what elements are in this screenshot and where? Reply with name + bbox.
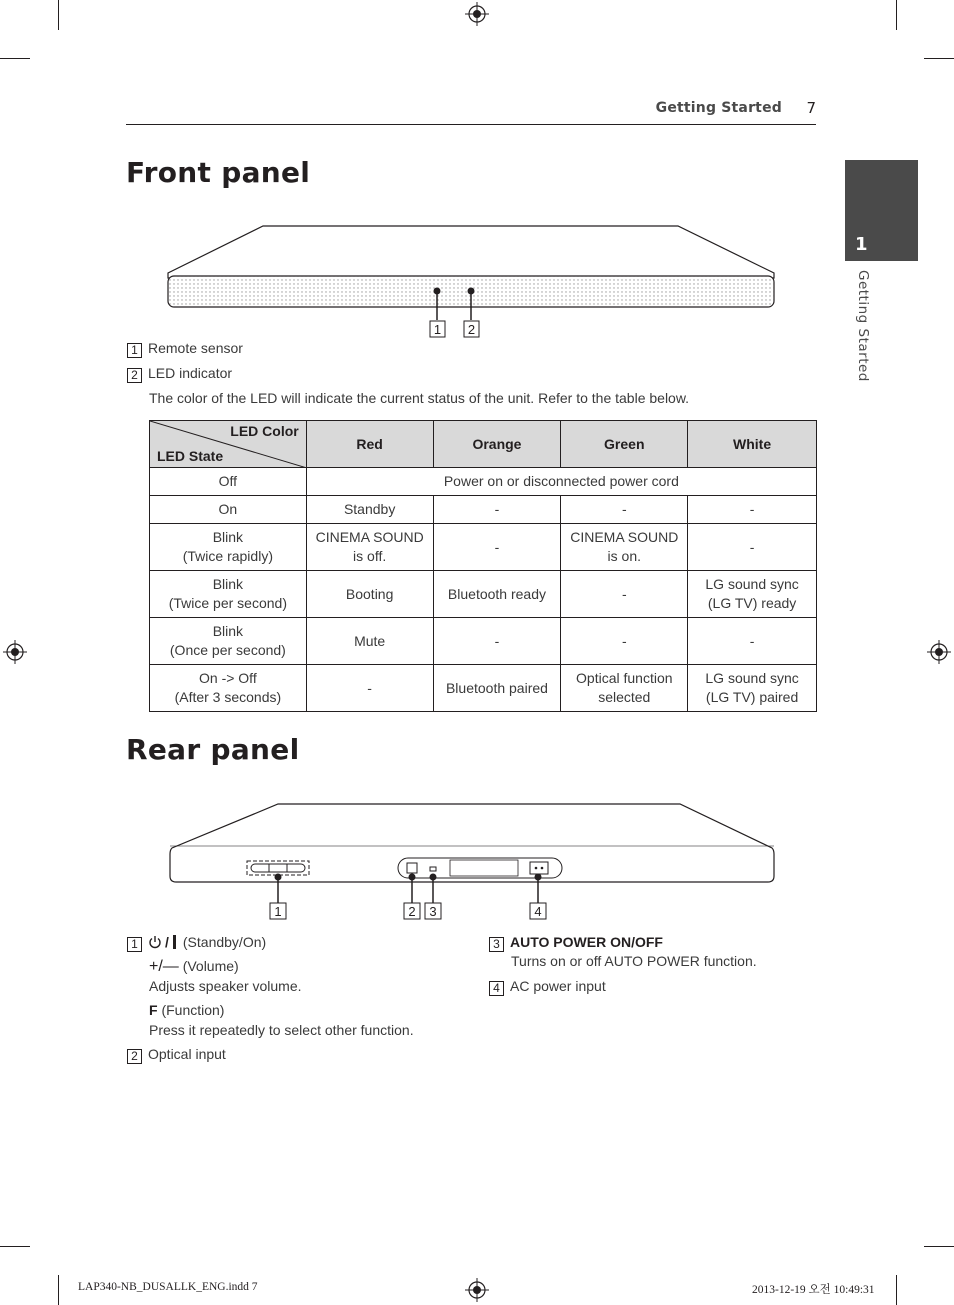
item-number-badge: 4 [489,981,504,996]
table-cell: - [688,524,817,571]
chapter-number: 1 [855,234,868,255]
table-cell: - [561,571,688,618]
led-note: The color of the LED will indicate the current status of the unit. Refer to the table below. [149,390,690,406]
state-cell: On -> Off (After 3 seconds) [150,665,307,712]
footer-filename: LAP340-NB_DUSALLK_ENG.indd 7 [78,1281,258,1293]
crop-mark [0,1246,30,1247]
volume-label: (Volume) [182,958,239,974]
table-cell: - [561,496,688,524]
crop-mark [896,0,897,30]
column-header: Orange [433,421,561,468]
table-corner-header [150,421,307,468]
rear-item-4 [489,976,606,996]
item-label: Remote sensor [148,340,243,356]
function-description: Press it repeatedly to select other function. [149,1022,414,1038]
table-cell: - [433,618,561,665]
table-cell: CINEMA SOUND is off. [306,524,433,571]
registration-mark-icon [465,1278,489,1302]
state-cell: Off [150,468,307,496]
item-label: Optical input [148,1046,226,1062]
table-cell: Optical function selected [561,665,688,712]
item-number-badge: 2 [127,1049,142,1064]
running-header [126,100,816,125]
table-cell: - [306,665,433,712]
table-cell: - [561,618,688,665]
registration-mark-icon [927,640,951,664]
rear-callout-3: 3 [429,904,437,919]
crop-mark [896,1275,897,1305]
corner-led-color: LED Color [230,423,299,439]
standby-on-label: (Standby/On) [182,934,267,950]
table-cell: LG sound sync (LG TV) ready [688,571,817,618]
function-label: (Function) [161,1002,225,1018]
page-number: 7 [806,99,816,117]
volume-line [149,956,239,977]
function-line [149,1000,224,1020]
power-icon [148,935,162,949]
item-label: LED indicator [148,365,233,381]
led-status-table [149,420,817,712]
front-panel-title: Front panel [126,156,311,189]
crop-mark [924,58,954,59]
power-slash: / [165,934,169,950]
table-row [150,665,817,712]
on-bar-icon [172,935,177,949]
registration-mark-icon [3,640,27,664]
item-number-badge: 1 [127,937,142,952]
table-row [150,618,817,665]
front-item-1 [127,338,243,358]
front-item-2 [127,363,232,383]
crop-mark [924,1246,954,1247]
auto-power-description: Turns on or off AUTO POWER function. [511,953,757,969]
soundbar-top-surface [168,226,774,278]
rear-item-3 [489,932,663,952]
table-cell: - [433,524,561,571]
column-header: Green [561,421,688,468]
table-cell: CINEMA SOUND is on. [561,524,688,571]
table-cell: Standby [306,496,433,524]
rear-panel-title: Rear panel [126,733,300,766]
state-cell: Blink (Twice per second) [150,571,307,618]
item-number-badge: 3 [489,937,504,952]
crop-mark [58,1275,59,1305]
state-cell: On [150,496,307,524]
footer-timestamp: 2013-12-19 오전 10:49:31 [752,1284,875,1296]
front-callout-1: 1 [433,322,442,337]
rear-callout-2: 2 [408,904,416,919]
rear-panel-illustration [160,796,785,924]
table-cell: Booting [306,571,433,618]
registration-mark-icon [465,2,489,26]
chapter-label: Getting Started [855,270,871,382]
rear-item-1 [127,932,266,952]
header-section-title: Getting Started [655,100,782,116]
table-row [150,496,817,524]
front-panel-illustration [160,218,785,343]
rear-callout-1: 1 [274,904,282,919]
column-header: White [688,421,817,468]
column-header: Red [306,421,433,468]
item-label: AUTO POWER ON/OFF [510,934,663,950]
table-cell: - [688,496,817,524]
table-cell: Bluetooth paired [433,665,561,712]
corner-led-state: LED State [157,448,224,464]
table-cell: Bluetooth ready [433,571,561,618]
chapter-tab [845,160,918,261]
state-cell: Blink (Once per second) [150,618,307,665]
state-cell: Blink (Twice rapidly) [150,524,307,571]
item-label: AC power input [510,978,606,994]
volume-description: Adjusts speaker volume. [149,978,302,994]
table-cell: Mute [306,618,433,665]
front-callout-2: 2 [467,322,476,337]
table-cell: - [688,618,817,665]
table-cell: LG sound sync (LG TV) paired [688,665,817,712]
item-number-badge: 1 [127,343,142,358]
table-row [150,468,817,496]
table-row [150,524,817,571]
function-key: F [149,1002,158,1018]
table-row [150,571,817,618]
volume-symbol: +/— [149,958,179,975]
table-cell: - [433,496,561,524]
item-number-badge: 2 [127,368,142,383]
rear-callout-4: 4 [534,904,542,919]
span-cell: Power on or disconnected power cord [306,468,816,496]
crop-mark [0,58,30,59]
rear-item-2 [127,1044,226,1064]
crop-mark [58,0,59,30]
